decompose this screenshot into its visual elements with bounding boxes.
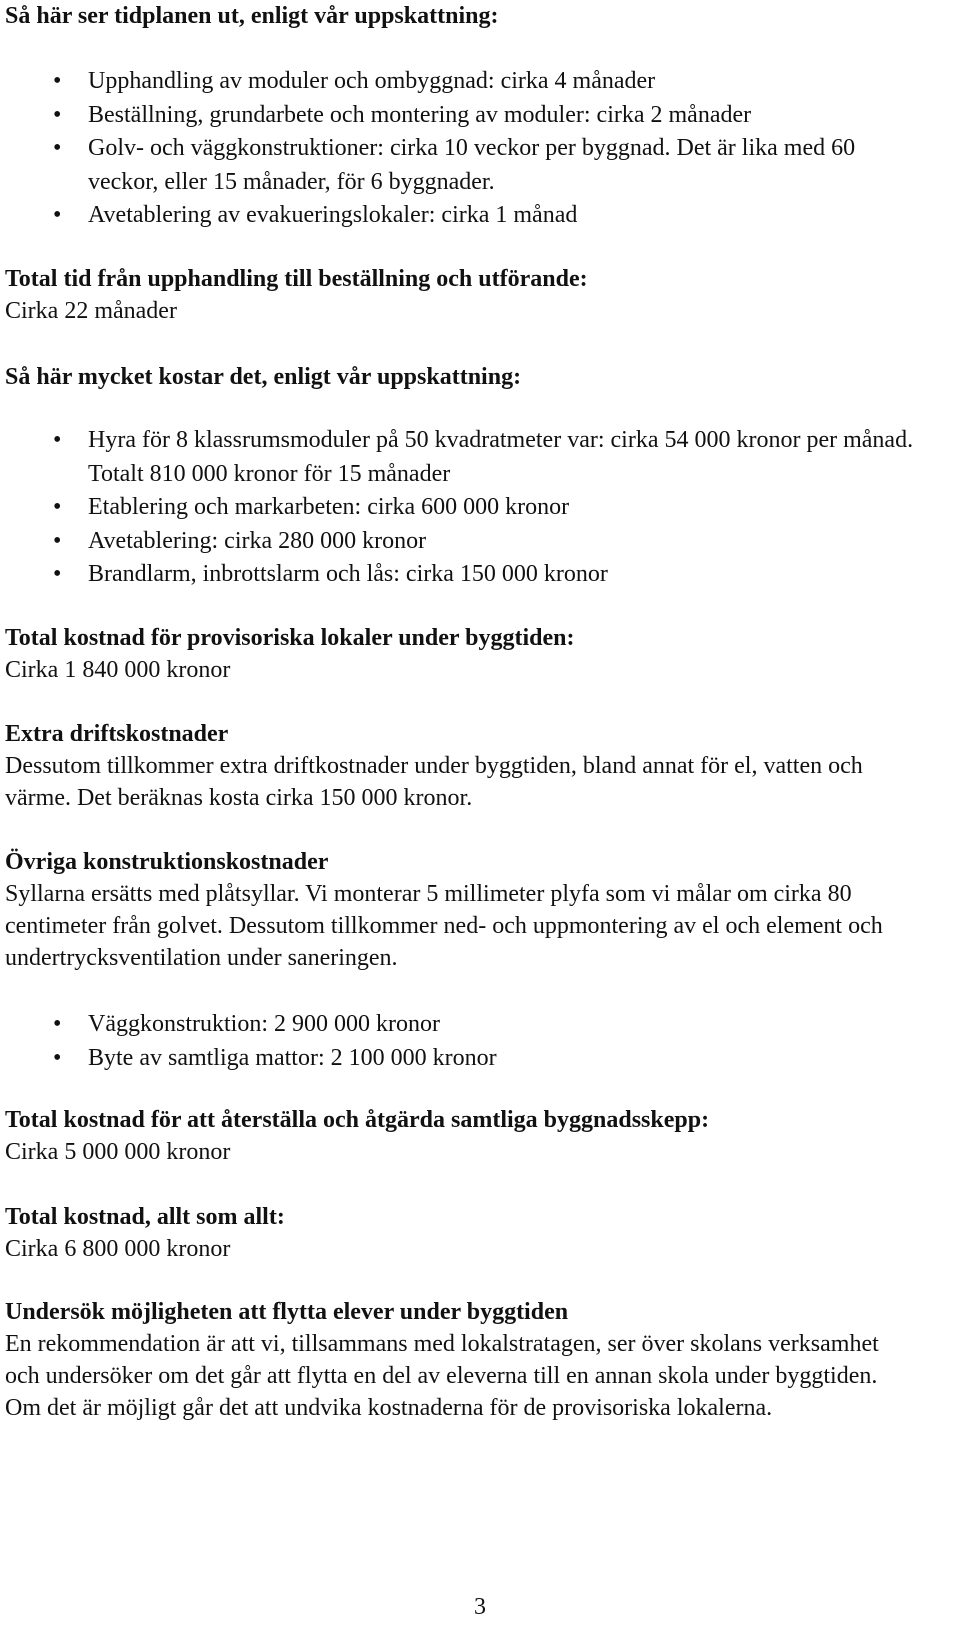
- grand-total-heading: Total kostnad, allt som allt:: [5, 1204, 285, 1230]
- list-item: • Beställning, grundarbete och montering av moduler: cirka 2 månader: [5, 99, 928, 133]
- grand-total-value: Cirka 6 800 000 kronor: [5, 1236, 231, 1262]
- restore-cost-heading: Total kostnad för att återställa och åtgärda samtliga byggnadsskepp:: [5, 1107, 710, 1133]
- bullet-icon: •: [53, 135, 62, 162]
- restore-cost-value: Cirka 5 000 000 kronor: [5, 1139, 231, 1165]
- bullet-icon: •: [53, 68, 62, 94]
- extra-costs-heading: Extra driftskostnader: [5, 721, 229, 747]
- bullet-icon: •: [53, 494, 62, 521]
- total-cost-heading: Total kostnad för provisoriska lokaler under byggtiden:: [5, 625, 575, 651]
- cost-heading: Så här mycket kostar det, enligt vår uppskattning:: [5, 364, 522, 390]
- move-students-text: En rekommendation är att vi, tillsammans med lokalstratagen, ser över skolans verksamhet och undersöker om det går att flytta en del av eleverna till en annan skola under byggtiden. Om det är möjligt går det att undvika kostnaderna för de provisoriska lokalerna.: [5, 1331, 879, 1421]
- timeline-heading: Så här ser tidplanen ut, enligt vår uppskattning:: [5, 3, 499, 29]
- page-number: 3: [474, 1594, 486, 1620]
- list-item: • Brandlarm, inbrottslarm och lås: cirka 150 000 kronor: [5, 558, 928, 592]
- list-item: • Etablering och markarbeten: cirka 600 000 kronor: [5, 491, 928, 525]
- total-time-value: Cirka 22 månader: [5, 298, 177, 324]
- bullet-icon: •: [53, 527, 62, 554]
- bullet-icon: •: [53, 561, 62, 588]
- timeline-list: [5, 65, 928, 233]
- bullet-icon: •: [53, 1044, 62, 1071]
- list-item: • Hyra för 8 klassrumsmoduler på 50 kvadratmeter var: cirka 54 000 kronor per månad. Totalt 810 000 kronor för 15 månader: [5, 424, 928, 491]
- other-costs-heading: Övriga konstruktionskostnader: [5, 849, 329, 875]
- total-cost-value: Cirka 1 840 000 kronor: [5, 657, 231, 683]
- bullet-icon: •: [53, 427, 62, 453]
- list-item: • Upphandling av moduler och ombyggnad: cirka 4 månader: [5, 65, 928, 99]
- extra-costs-text: Dessutom tillkommer extra driftkostnader under byggtiden, bland annat för el, vatten och värme. Det beräknas kosta cirka 150 000 kronor.: [5, 753, 863, 811]
- bullet-icon: •: [53, 202, 62, 229]
- construction-list: [5, 1008, 928, 1075]
- other-costs-text: Syllarna ersätts med plåtsyllar. Vi monterar 5 millimeter plyfa som vi målar om cirka 80 centimeter från golvet. Dessutom tillkommer ned- och uppmontering av el och element och undertrycksventilation under saneringen.: [5, 881, 883, 971]
- bullet-icon: •: [53, 1011, 62, 1037]
- cost-list: [5, 424, 928, 592]
- bullet-icon: •: [53, 101, 62, 128]
- move-students-heading: Undersök möjligheten att flytta elever under byggtiden: [5, 1299, 569, 1325]
- list-item: • Avetablering av evakueringslokaler: cirka 1 månad: [5, 199, 928, 233]
- list-item: • Golv- och väggkonstruktioner: cirka 10 veckor per byggnad. Det är lika med 60 veckor, eller 15 månader, för 6 byggnader.: [5, 132, 908, 199]
- list-item: • Väggkonstruktion: 2 900 000 kronor: [5, 1008, 928, 1042]
- list-item: • Byte av samtliga mattor: 2 100 000 kronor: [5, 1042, 928, 1076]
- list-item: • Avetablering: cirka 280 000 kronor: [5, 525, 928, 559]
- total-time-heading: Total tid från upphandling till beställning och utförande:: [5, 266, 588, 292]
